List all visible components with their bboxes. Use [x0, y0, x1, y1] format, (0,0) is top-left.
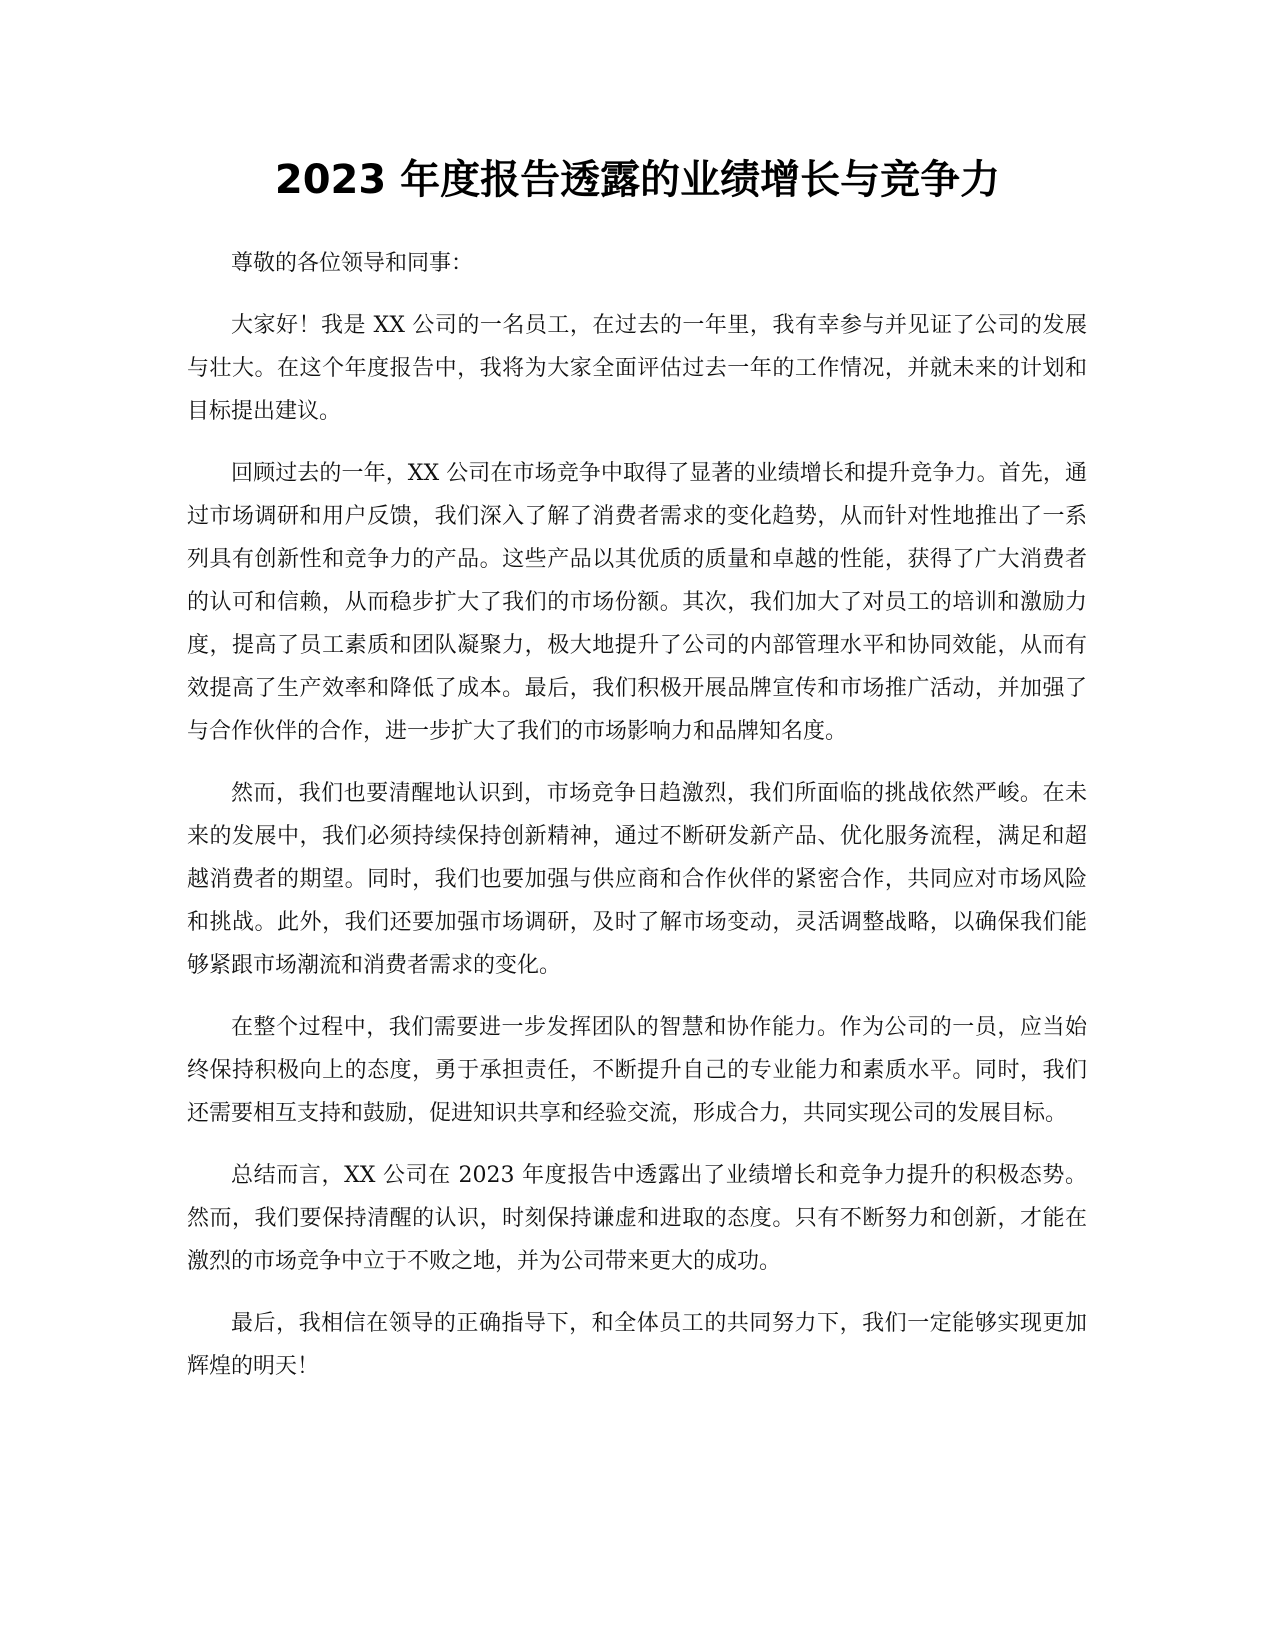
paragraph-intro: 大家好！我是 XX 公司的一名员工，在过去的一年里，我有幸参与并见证了公司的发展与壮大。在这个年度报告中，我将为大家全面评估过去一年的工作情况，并就未来的计划和目标提出建议。 [187, 313, 1087, 424]
greeting-line: 尊敬的各位领导和同事： [231, 251, 474, 276]
paragraph-review: 回顾过去的一年，XX 公司在市场竞争中取得了显著的业绩增长和提升竞争力。首先，通过市场调研和用户反馈，我们深入了解了消费者需求的变化趋势，从而针对性地推出了一系列具有创新性和竞争力的产品。这些产品以其优质的质量和卓越的性能，获得了广大消费者的认可和信赖，从而稳步扩大了我们的市场份额。其次，我们加大了对员工的培训和激励力度，提高了员工素质和团队凝聚力，极大地提升了公司的内部管理水平和协同效能，从而有效提高了生产效率和降低了成本。最后，我们积极开展品牌宣传和市场推广活动，并加强了与合作伙伴的合作，进一步扩大了我们的市场影响力和品牌知名度。 [187, 461, 1087, 744]
document-title: 2023 年度报告透露的业绩增长与竞争力 [274, 157, 1001, 203]
document-body [187, 242, 1087, 1407]
paragraph-closing: 最后，我相信在领导的正确指导下，和全体员工的共同努力下，我们一定能够实现更加辉煌的明天！ [187, 1311, 1087, 1379]
paragraph-challenges: 然而，我们也要清醒地认识到，市场竞争日趋激烈，我们所面临的挑战依然严峻。在未来的发展中，我们必须持续保持创新精神，通过不断研发新产品、优化服务流程，满足和超越消费者的期望。同时，我们也要加强与供应商和合作伙伴的紧密合作，共同应对市场风险和挑战。此外，我们还要加强市场调研，及时了解市场变动，灵活调整战略，以确保我们能够紧跟市场潮流和消费者需求的变化。 [187, 781, 1087, 978]
paragraph-teamwork: 在整个过程中，我们需要进一步发挥团队的智慧和协作能力。作为公司的一员，应当始终保持积极向上的态度，勇于承担责任，不断提升自己的专业能力和素质水平。同时，我们还需要相互支持和鼓励，促进知识共享和经验交流，形成合力，共同实现公司的发展目标。 [187, 1015, 1087, 1126]
paragraph-summary: 总结而言，XX 公司在 2023 年度报告中透露出了业绩增长和竞争力提升的积极态势。然而，我们要保持清醒的认识，时刻保持谦虚和进取的态度。只有不断努力和创新，才能在激烈的市场竞争中立于不败之地，并为公司带来更大的成功。 [187, 1163, 1087, 1274]
